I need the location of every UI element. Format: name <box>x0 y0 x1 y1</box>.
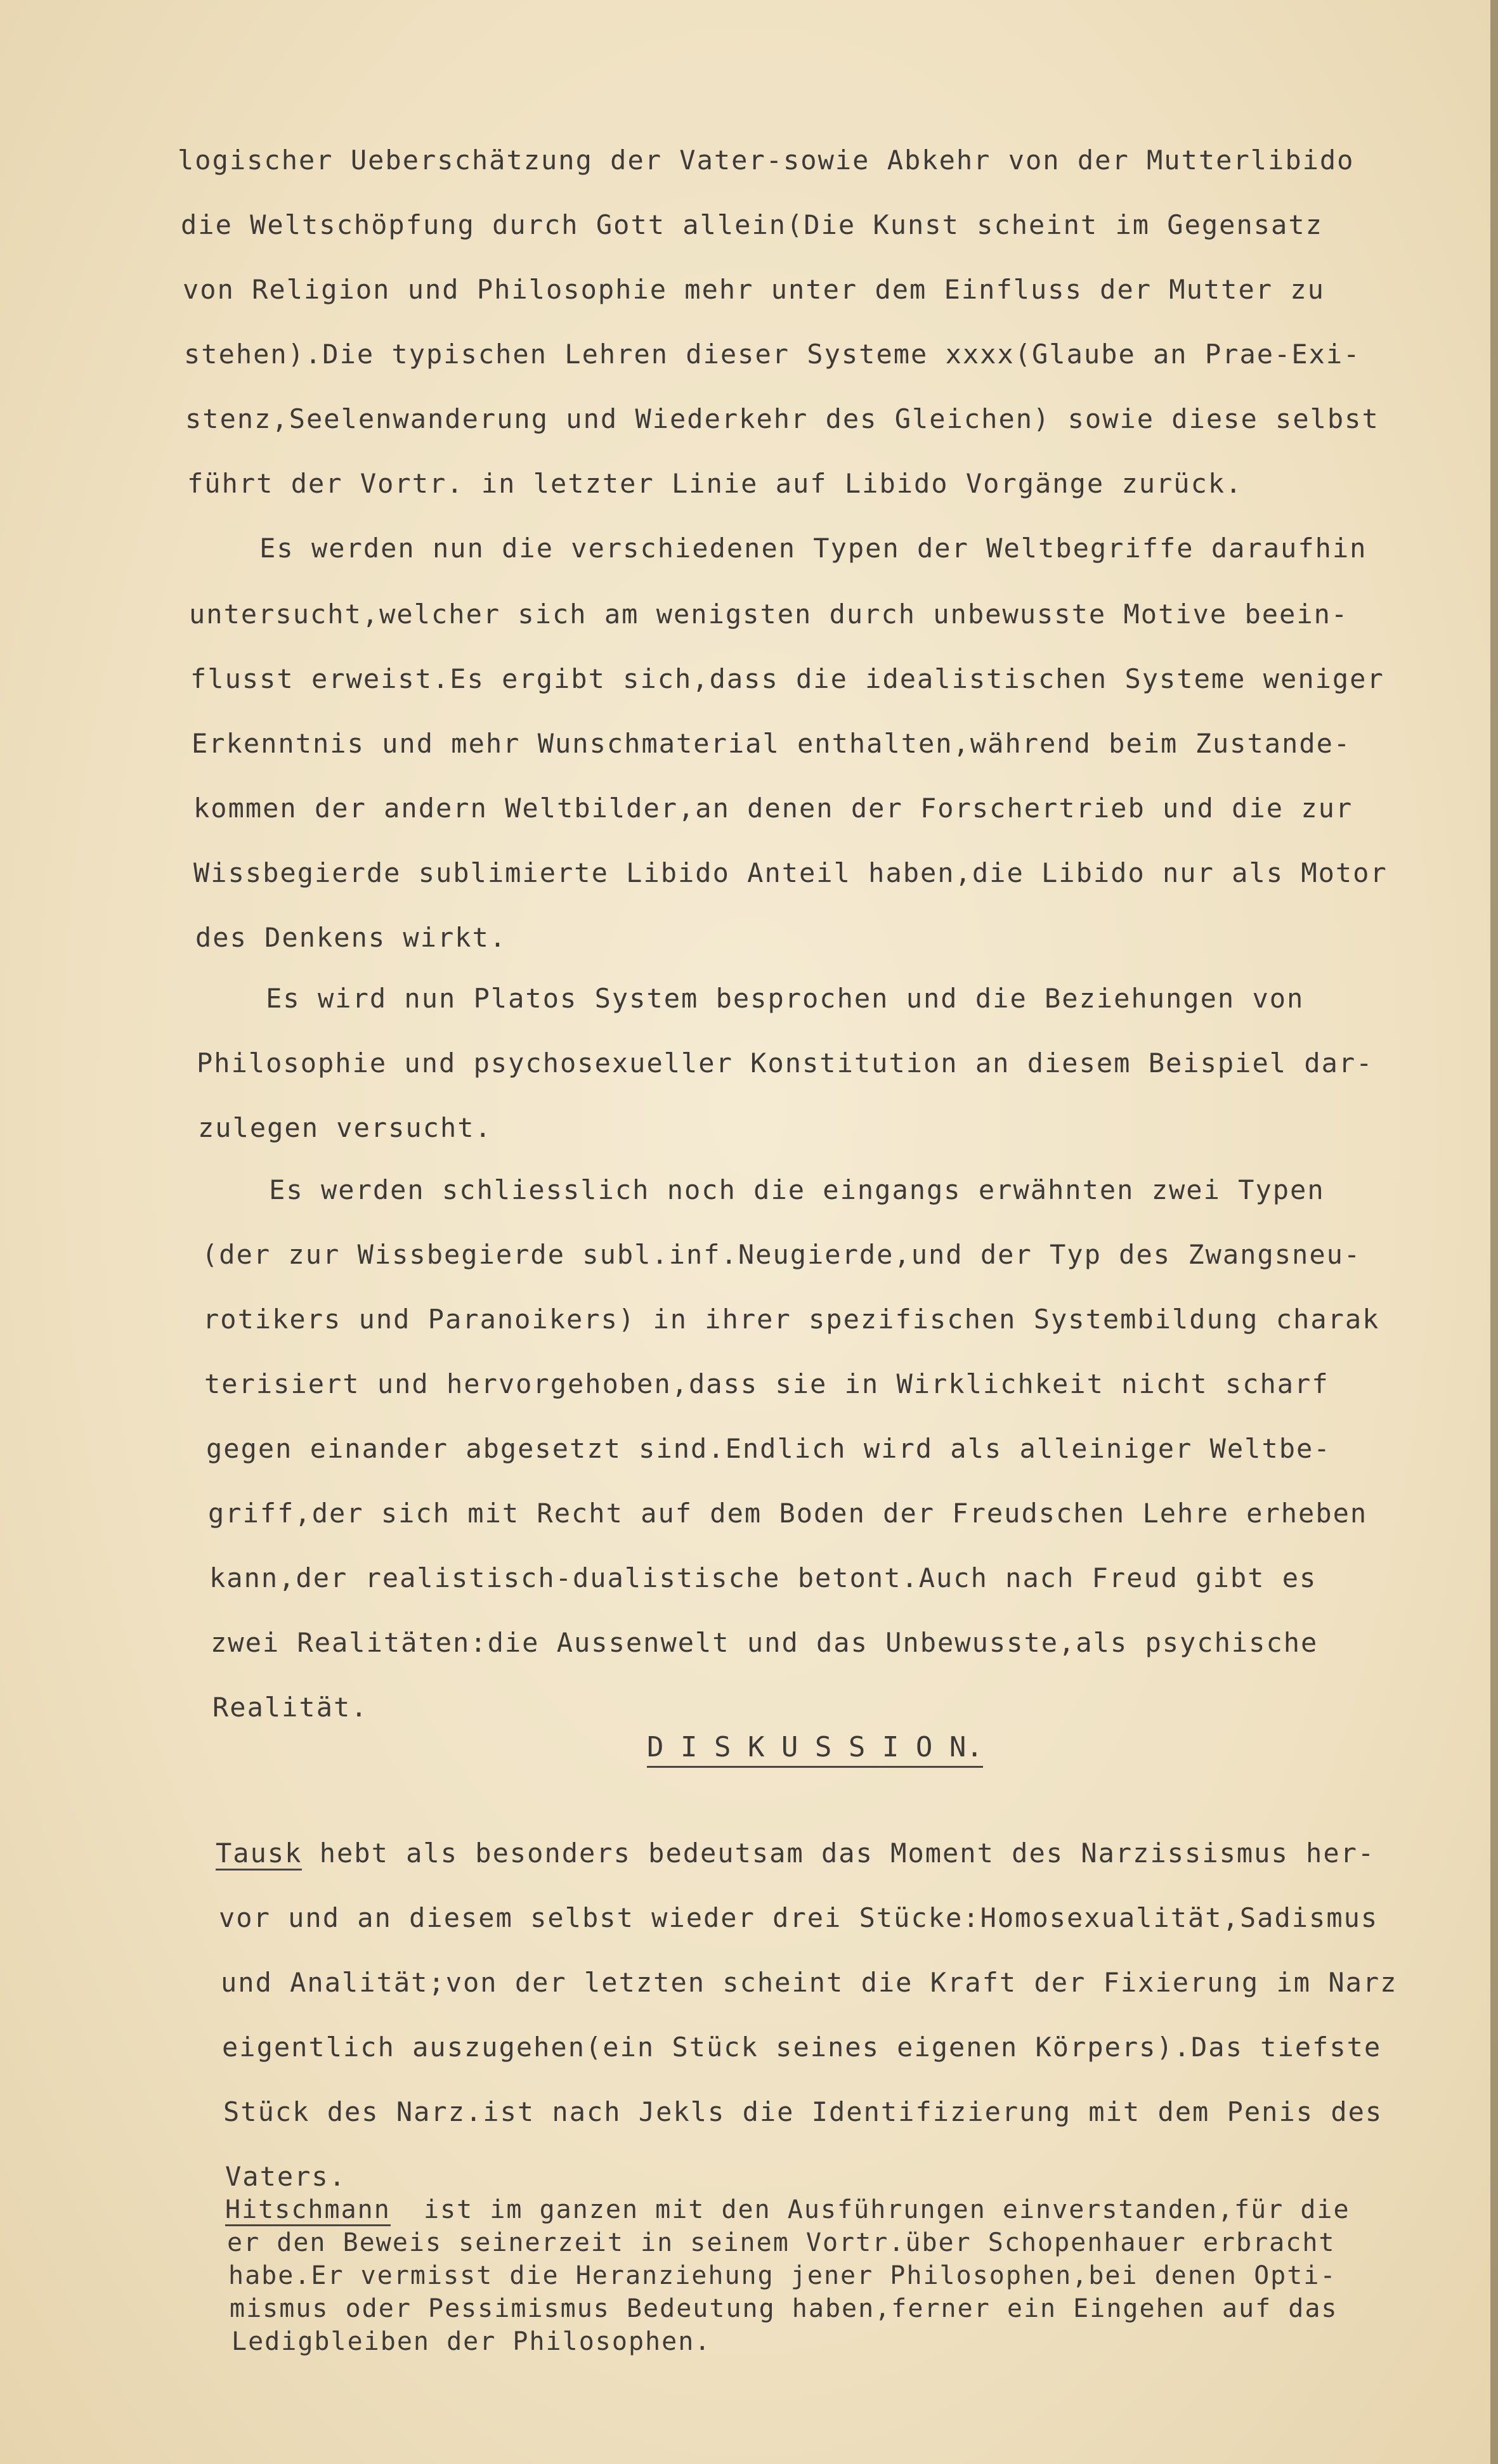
text-line: flusst erweist.Es ergibt sich,dass die idealistischen Systeme weniger <box>190 663 1384 694</box>
text-line: stehen).Die typischen Lehren dieser Systeme xxxx(Glaube an Prae-Exi- <box>184 339 1361 370</box>
discussion-heading: D I S K U S S I O N. <box>647 1731 983 1768</box>
text-line: terisiert und hervorgehoben,dass sie in Wirklichkeit nicht scharf <box>204 1368 1329 1399</box>
text-line: zwei Realitäten:die Aussenwelt und das Unbewusste,als psychische <box>211 1627 1319 1658</box>
page-edge-shadow <box>1490 0 1498 2464</box>
text-span: hebt als besonders bedeutsam das Moment des Narzissismus her- <box>302 1838 1376 1869</box>
text-line: rotikers und Paranoikers) in ihrer spezifischen Systembildung charak <box>203 1304 1380 1335</box>
text-line: griff,der sich mit Recht auf dem Boden der Freudschen Lehre erheben <box>208 1498 1368 1529</box>
text-line <box>216 1838 1375 1869</box>
text-line: mismus oder Pessimismus Bedeutung haben,ferner ein Eingehen auf das <box>230 2294 1338 2323</box>
text-line: Realität. <box>212 1692 368 1723</box>
text-line: kommen der andern Weltbilder,an denen der Forschertrieb und die zur <box>193 793 1353 824</box>
text-line: die Weltschöpfung durch Gott allein(Die Kunst scheint im Gegensatz <box>181 209 1323 240</box>
text-line: Vaters. <box>225 2161 347 2192</box>
text-span: ist im ganzen mit den Ausführungen einverstanden,für die <box>390 2195 1350 2224</box>
text-line: Es wird nun Platos System besprochen und die Beziehungen von <box>197 983 1305 1014</box>
text-line: gegen einander abgesetzt sind.Endlich wird als alleiniger Weltbe- <box>206 1433 1331 1464</box>
text-line: Es werden nun die verschiedenen Typen der Weltbegriffe daraufhin <box>190 533 1367 564</box>
speaker-name: Tausk <box>216 1838 302 1871</box>
text-line: er den Beweis seinerzeit in seinem Vortr.über Schopenhauer erbracht <box>227 2228 1336 2257</box>
text-line: logischer Ueberschätzung der Vater-sowie Abkehr von der Mutterlibido <box>178 145 1355 176</box>
text-line: kann,der realistisch-dualistische betont.Auch nach Freud gibt es <box>209 1562 1317 1593</box>
text-line: Ledigbleiben der Philosophen. <box>231 2327 712 2356</box>
text-line: führt der Vortr. in letzter Linie auf Libido Vorgänge zurück. <box>187 468 1243 499</box>
text-line: zulegen versucht. <box>198 1112 492 1143</box>
text-line: vor und an diesem selbst wieder drei Stücke:Homosexualität,Sadismus <box>219 1902 1379 1933</box>
text-line: habe.Er vermisst die Heranziehung jener Philosophen,bei denen Opti- <box>228 2261 1337 2290</box>
text-line: Es werden schliesslich noch die eingangs erwähnten zwei Typen <box>200 1174 1325 1205</box>
text-line: Stück des Narz.ist nach Jekls die Identifizierung mit dem Penis des <box>223 2096 1383 2127</box>
text-line: (der zur Wissbegierde subl.inf.Neugierde,und der Typ des Zwangsneu- <box>202 1239 1362 1270</box>
text-line: Philosophie und psychosexueller Konstitution an diesem Beispiel dar- <box>197 1047 1374 1079</box>
text-line: Erkenntnis und mehr Wunschmaterial enthalten,während beim Zustande- <box>192 728 1351 759</box>
text-line: eigentlich auszugehen(ein Stück seines eigenen Körpers).Das tiefste <box>222 2032 1382 2063</box>
speaker-name: Hitschmann <box>225 2195 391 2226</box>
text-line: Wissbegierde sublimierte Libido Anteil haben,die Libido nur als Motor <box>193 857 1388 888</box>
text-line: stenz,Seelenwanderung und Wiederkehr des Gleichen) sowie diese selbst <box>185 403 1379 434</box>
text-line: und Analität;von der letzten scheint die Kraft der Fixierung im Narz <box>221 1967 1398 1998</box>
text-line: des Denkens wirkt. <box>195 922 507 953</box>
text-line: untersucht,welcher sich am wenigsten durch unbewusste Motive beein- <box>189 599 1349 630</box>
text-line <box>225 2195 1350 2224</box>
text-line: von Religion und Philosophie mehr unter dem Einfluss der Mutter zu <box>183 274 1325 305</box>
